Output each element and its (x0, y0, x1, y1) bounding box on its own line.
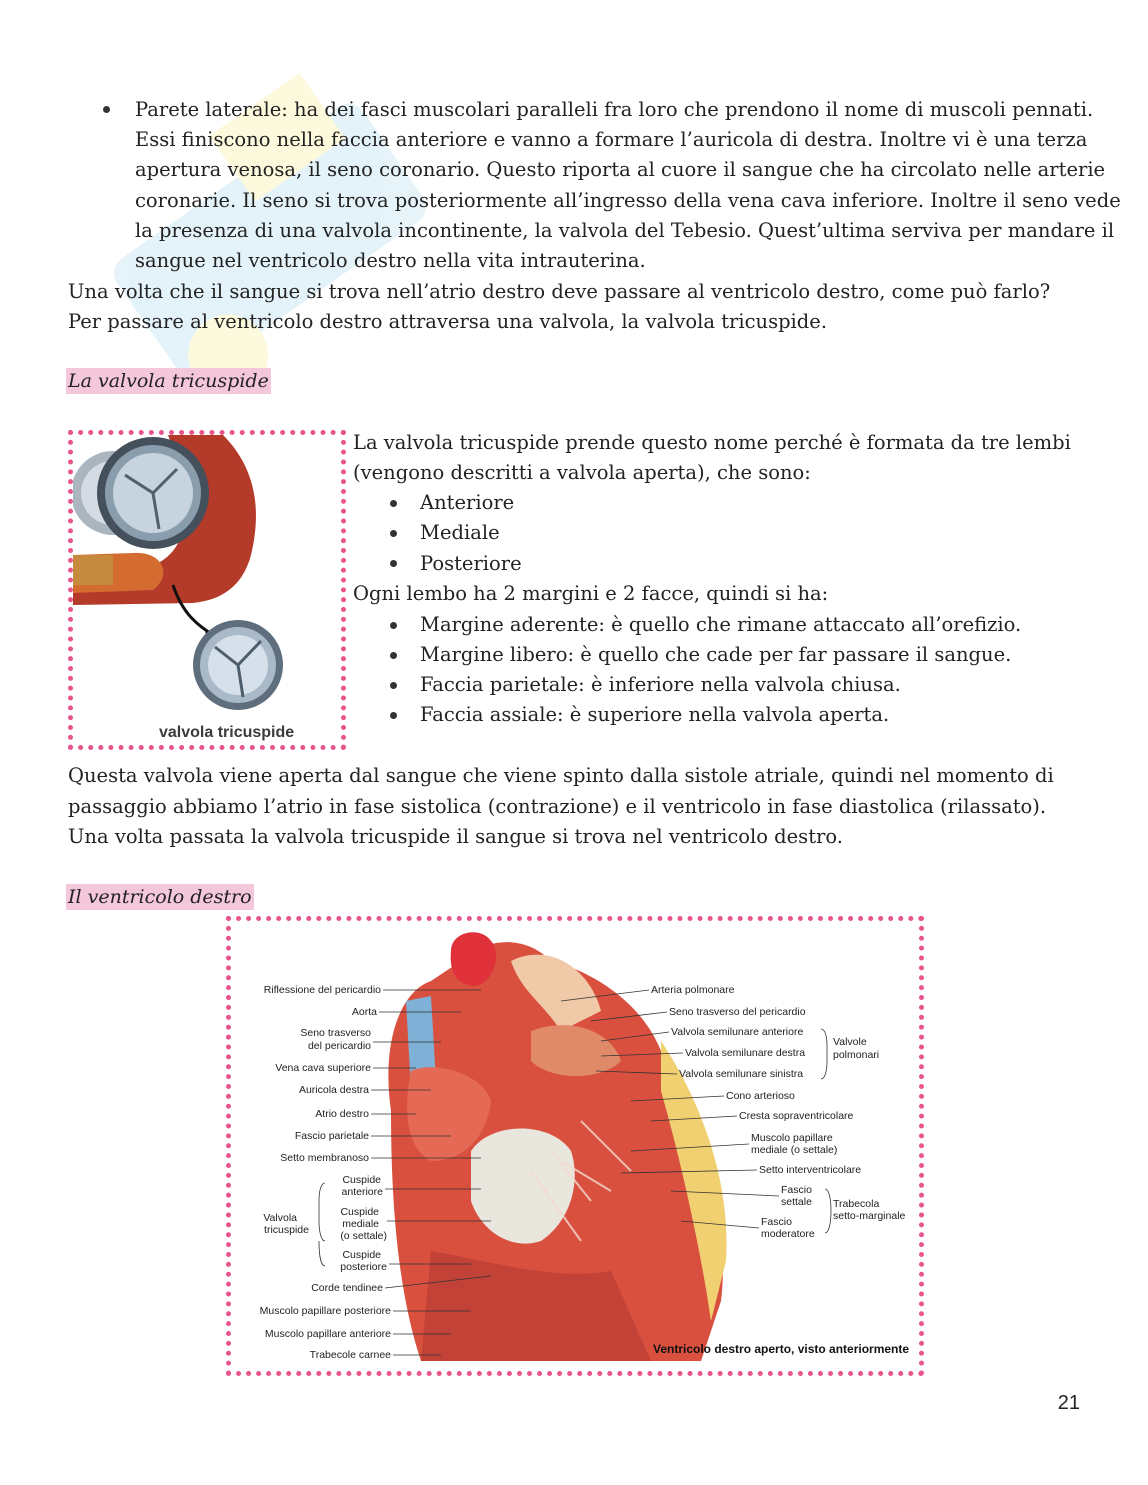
anatomy-label: Atrio destro (315, 1108, 369, 1120)
anatomy-label: Aorta (351, 1006, 377, 1018)
anatomy-label: (o settale) (340, 1230, 387, 1242)
bullet-icon (390, 712, 397, 719)
section-heading-ventricolo: Il ventricolo destro (68, 886, 252, 908)
anatomy-label: Muscolo papillare posteriore (259, 1305, 391, 1317)
list-item: Posteriore (420, 552, 522, 575)
text-line: sangue nel ventricolo destro nella vita intrauterina. (135, 249, 646, 272)
anatomy-label: settale (781, 1196, 812, 1208)
anatomy-label: Setto membranoso (280, 1152, 369, 1164)
anatomy-label: mediale (o settale) (751, 1144, 838, 1156)
anatomy-label: Valvola semilunare destra (685, 1047, 806, 1059)
anatomy-label: Muscolo papillare (751, 1132, 833, 1144)
anatomy-label: setto-marginale (833, 1210, 906, 1222)
anatomy-label: Cresta sopraventricolare (739, 1110, 854, 1122)
anatomy-label: Setto interventricolare (759, 1164, 862, 1176)
anatomy-label: Auricola destra (298, 1084, 369, 1096)
left-labels (260, 984, 391, 1361)
bullet-icon (390, 530, 397, 537)
text-line: (vengono descritti a valvola aperta), che sono: (353, 461, 811, 484)
anatomy-label: Corde tendinee (311, 1282, 383, 1294)
text-line: Essi finiscono nella faccia anteriore e vanno a formare l’auricola di destra. Inoltre vi è una terza (135, 128, 1088, 151)
bullet-icon (390, 682, 397, 689)
figure-caption-ventricle: Ventricolo destro aperto, visto anteriormente (653, 1342, 910, 1356)
paragraph-line: Questa valvola viene aperta dal sangue che viene spinto dalla sistole atriale, quindi nel momento di (68, 764, 1054, 787)
text-line: La valvola tricuspide prende questo nome perché è formata da tre lembi (353, 431, 1071, 454)
list-item: Mediale (420, 521, 500, 544)
bullet-icon (390, 500, 397, 507)
anatomy-label: Cuspide (342, 1249, 381, 1261)
anatomy-label: Cuspide (340, 1206, 379, 1218)
anatomy-label: Valvola (263, 1212, 297, 1224)
list-item: Margine libero: è quello che cade per far passare il sangue. (420, 643, 1012, 666)
section-heading-tricuspide: La valvola tricuspide (68, 370, 269, 392)
text-line: Parete laterale: ha dei fasci muscolari paralleli fra loro che prendono il nome di muscoli pennati. (135, 98, 1094, 121)
heart-illustration (231, 921, 919, 1371)
anatomy-label: posteriore (340, 1261, 387, 1273)
anatomy-label: Fascio (761, 1216, 792, 1228)
anatomy-label: mediale (342, 1218, 379, 1230)
anatomy-label: tricuspide (264, 1224, 309, 1236)
anatomy-label: Trabecola (833, 1198, 880, 1210)
list-item: Anteriore (420, 491, 515, 514)
anatomy-label: Seno trasverso del pericardio (669, 1006, 806, 1018)
anatomy-label: Cuspide (342, 1174, 381, 1186)
anatomy-label: Cono arterioso (726, 1090, 795, 1102)
anatomy-label: Muscolo papillare anteriore (264, 1328, 391, 1340)
text-line: la presenza di una valvola incontinente, la valvola del Tebesio. Quest’ultima serviva per mandare il (135, 219, 1115, 242)
anatomy-label: anteriore (341, 1186, 383, 1198)
anatomy-label: Valvole (833, 1036, 867, 1048)
page-number: 21 (1057, 1392, 1080, 1414)
text-line: apertura venosa, il seno coronario. Questo riporta al cuore il sangue che ha circolato nelle arterie (135, 158, 1106, 181)
figure-tricuspid-valve (68, 430, 346, 750)
paragraph-line: Una volta che il sangue si trova nell’atrio destro deve passare al ventricolo destro, come può farlo? (68, 280, 1051, 303)
figure-right-ventricle (226, 916, 924, 1376)
anatomy-label: Riflessione del pericardio (263, 984, 381, 996)
list-item: Margine aderente: è quello che rimane attaccato all’orefizio. (420, 613, 1022, 636)
text-line: coronarie. Il seno si trova posteriormente all’ingresso della vena cava inferiore. Inoltre il seno vede (135, 189, 1121, 212)
paragraph-line: passaggio abbiamo l’atrio in fase sistolica (contrazione) e il ventricolo in fase diastolica (rilassato). (68, 795, 1047, 818)
anatomy-label: Fascio (781, 1184, 812, 1196)
anatomy-label: Arteria polmonare (651, 984, 735, 996)
bullet-icon (390, 622, 397, 629)
anatomy-label: Valvola semilunare sinistra (679, 1068, 804, 1080)
text-line: Ogni lembo ha 2 margini e 2 facce, quindi si ha: (353, 582, 829, 605)
anatomy-label: polmonari (833, 1049, 880, 1061)
bullet-icon (390, 560, 397, 567)
anatomy-label: Fascio parietale (294, 1130, 369, 1142)
anatomy-label: Vena cava superiore (275, 1062, 371, 1074)
paragraph-line: Per passare al ventricolo destro attraversa una valvola, la valvola tricuspide. (68, 310, 828, 333)
bullet-icon (390, 652, 397, 659)
anatomy-label: Valvola semilunare anteriore (671, 1026, 804, 1038)
anatomy-label: del pericardio (307, 1040, 371, 1052)
bullet-icon (103, 106, 110, 113)
figure-caption-tricuspid: valvola tricuspide (159, 724, 295, 741)
anatomy-label: Trabecole carnee (309, 1349, 391, 1361)
anatomy-label: moderatore (761, 1228, 815, 1240)
list-item: Faccia assiale: è superiore nella valvola aperta. (420, 703, 890, 726)
tricuspid-illustration (73, 435, 341, 745)
paragraph-line: Una volta passata la valvola tricuspide il sangue si trova nel ventricolo destro. (68, 825, 843, 848)
anatomy-label: Seno trasverso (300, 1027, 371, 1039)
list-item: Faccia parietale: è inferiore nella valvola chiusa. (420, 673, 901, 696)
